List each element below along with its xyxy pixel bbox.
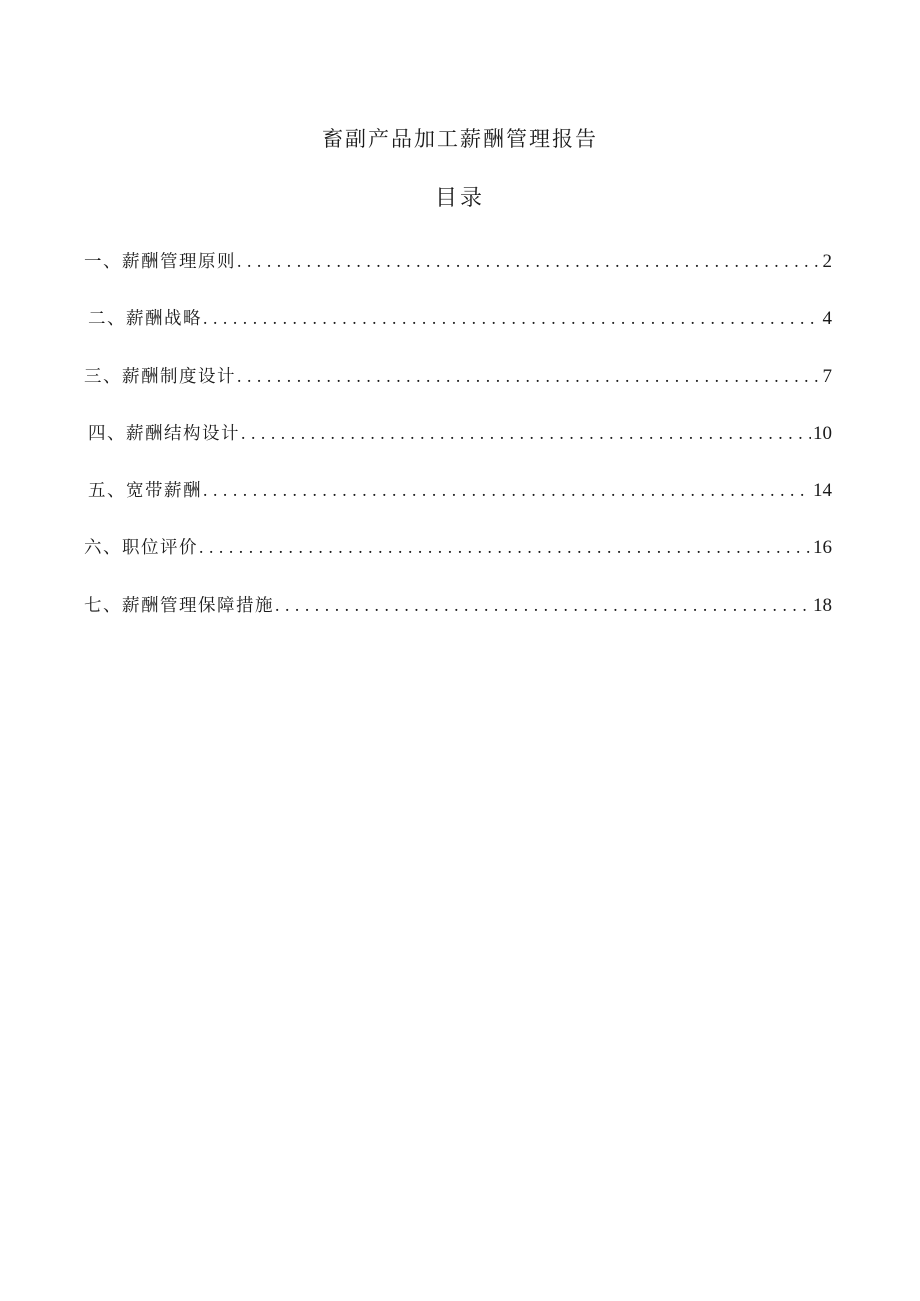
document-title: 畜副产品加工薪酬管理报告 — [322, 127, 598, 151]
toc-page-number: 14 — [813, 480, 832, 502]
toc-dot-leader — [236, 246, 820, 276]
toc-dot-leader — [236, 361, 820, 391]
toc-entry-salary-structure-design[interactable] — [84, 418, 832, 475]
table-of-contents — [84, 246, 832, 647]
toc-page-number: 18 — [813, 594, 832, 616]
toc-entry-label: 七、薪酬管理保障措施 — [84, 595, 274, 616]
toc-entry-label: 四、薪酬结构设计 — [88, 423, 240, 444]
toc-entry-salary-strategy[interactable] — [84, 303, 832, 360]
toc-dot-leader — [240, 418, 811, 448]
toc-dot-leader — [202, 303, 820, 333]
toc-page-number: 4 — [822, 308, 832, 330]
toc-dot-leader — [202, 475, 811, 505]
toc-dot-leader — [274, 590, 811, 620]
toc-entry-label: 六、职位评价 — [84, 538, 198, 559]
toc-entry-label: 三、薪酬制度设计 — [84, 366, 236, 387]
toc-entry-salary-principles[interactable] — [84, 246, 832, 303]
toc-entry-label: 五、宽带薪酬 — [88, 481, 202, 502]
toc-entry-label: 二、薪酬战略 — [88, 309, 202, 330]
toc-page-number: 7 — [822, 365, 832, 387]
toc-heading: 目录 — [434, 186, 485, 211]
toc-entry-label: 一、薪酬管理原则 — [84, 252, 236, 272]
toc-entry-salary-safeguards[interactable] — [84, 590, 832, 647]
toc-entry-salary-system-design[interactable] — [84, 361, 832, 418]
toc-page-number: 10 — [813, 422, 832, 444]
toc-page-number: 16 — [813, 537, 832, 559]
toc-entry-job-evaluation[interactable] — [84, 532, 832, 589]
toc-entry-broadband-salary[interactable] — [84, 475, 832, 532]
toc-dot-leader — [198, 532, 811, 562]
toc-page-number: 2 — [822, 251, 832, 272]
